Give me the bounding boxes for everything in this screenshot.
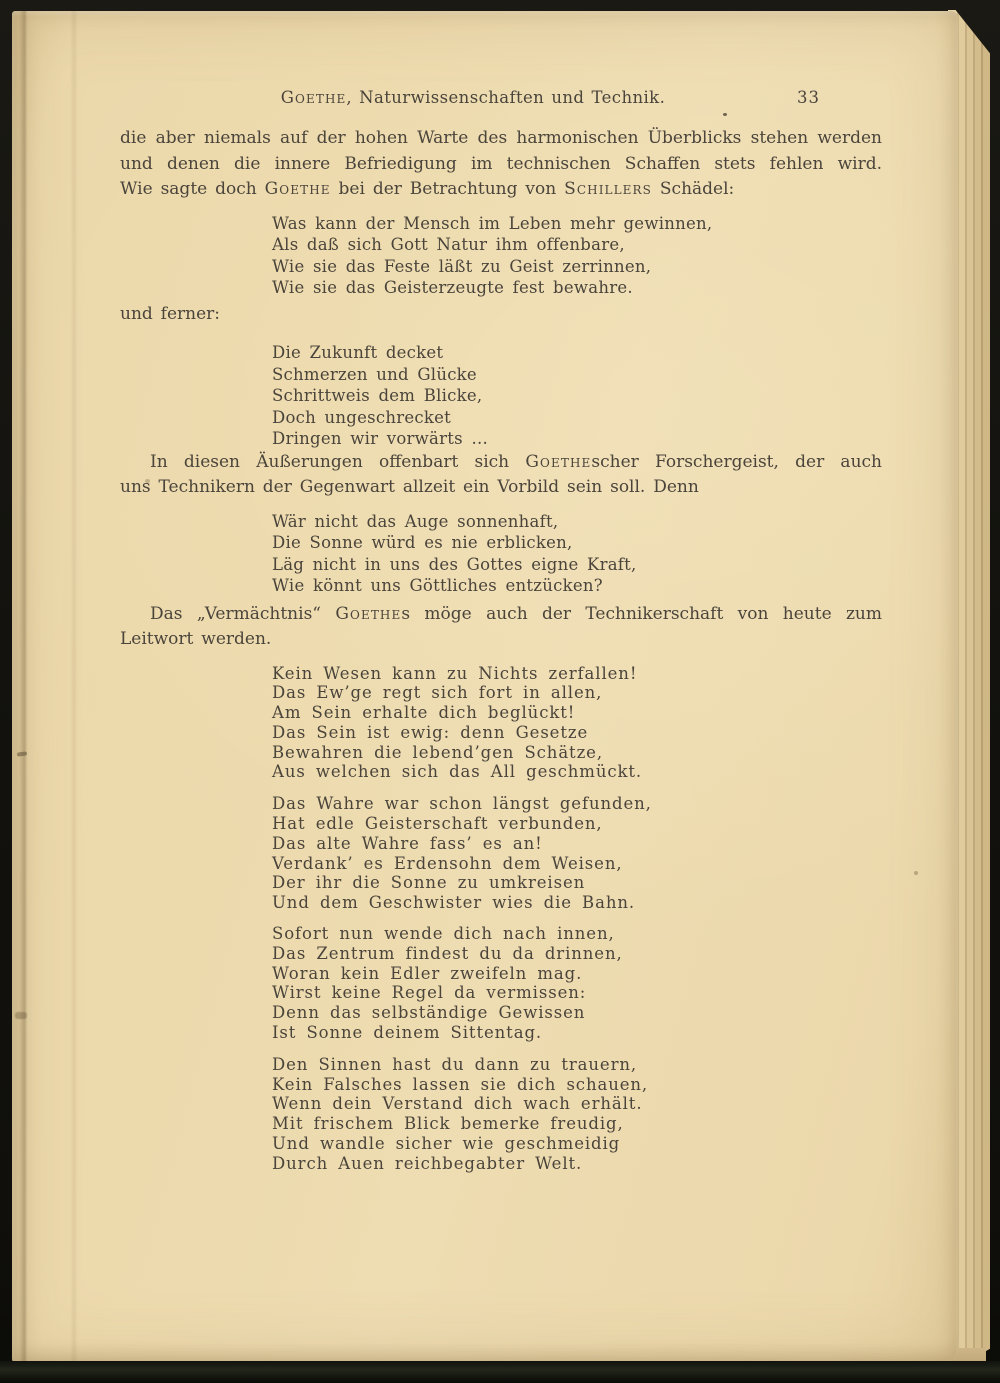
text-line: Wie sagte doch Goethe bei der Betrachtung von Schillers Schädel: <box>120 179 735 199</box>
paragraph <box>120 302 882 328</box>
small-caps-text: Schillers <box>564 179 652 199</box>
paper-speck <box>914 871 918 875</box>
verse-line: Denn das selbständige Gewissen <box>272 1003 586 1023</box>
verse-line: Verdank’ es Erdensohn dem Weisen, <box>272 853 623 873</box>
text-line: uns Technikern der Gegenwart allzeit ein Vorbild sein soll. Denn <box>120 477 699 497</box>
paragraph <box>120 450 882 501</box>
verse-line: Wirst keine Regel da vermissen: <box>272 983 587 1003</box>
text-blocks <box>120 126 882 1174</box>
verse-stanza <box>272 924 882 1043</box>
paper-speck <box>15 1012 27 1019</box>
verse-line: Mit frischem Blick bemerke freudig, <box>272 1114 624 1134</box>
verse-line: Das Ew’ge regt sich fort in allen, <box>272 683 603 703</box>
verse-line: Wenn dein Verstand dich wach erhält. <box>272 1094 643 1114</box>
paper-speck <box>17 751 27 756</box>
verse-stanza <box>272 511 882 597</box>
verse-stanza <box>272 794 882 913</box>
verse-line: Wie könnt uns Göttliches entzücken? <box>272 576 603 595</box>
verse-line: Bewahren die lebend’gen Schätze, <box>272 742 603 762</box>
verse-line: Hat edle Geisterschaft verbunden, <box>272 814 603 834</box>
paragraph <box>120 602 882 653</box>
verse-line: Doch ungeschrecket <box>272 407 451 427</box>
verse-line: Am Sein erhalte dich beglückt! <box>272 703 576 723</box>
verse-line: Läg nicht in uns des Gottes eigne Kraft, <box>272 554 637 574</box>
small-caps-text: Goethe <box>335 603 402 624</box>
verse-line: Das Sein ist ewig: denn Gesetze <box>272 722 589 742</box>
book-page <box>12 11 958 1363</box>
verse-line: Das alte Wahre fass’ es an! <box>272 833 543 853</box>
verse-line: Dringen wir vorwärts … <box>272 429 489 448</box>
verse-line: Wär nicht das Auge sonnenhaft, <box>272 511 559 531</box>
verse-line: Was kann der Mensch im Leben mehr gewinnen, <box>272 213 713 233</box>
text-line: In diesen Äußerungen offenbart sich Goethescher Forschergeist, der auch <box>150 451 882 472</box>
page-number: 33 <box>797 88 820 107</box>
verse-line: Und dem Geschwister wies die Bahn. <box>272 893 636 913</box>
verse-line: Und wandle sicher wie geschmeidig <box>272 1134 621 1154</box>
verse-line: Durch Auen reichbegabter Welt. <box>272 1153 583 1173</box>
page-content <box>120 11 882 1174</box>
small-caps-text: Goethe <box>525 451 592 472</box>
paper-crease <box>70 11 78 1363</box>
verse-stanza <box>272 1055 882 1174</box>
running-header-title: Goethe, Naturwissenschaften und Technik. <box>280 88 666 107</box>
verse-line: Die Sonne würd es nie erblicken, <box>272 533 573 552</box>
running-header <box>120 88 882 109</box>
verse-line: Wie sie das Geisterzeugte fest bewahre. <box>272 278 633 297</box>
text-line: und ferner: <box>120 303 221 324</box>
paragraph <box>120 126 882 203</box>
verse-stanza <box>272 342 882 450</box>
verse-stanza <box>272 664 882 783</box>
text-line: und denen die innere Befriedigung im technischen Schaffen stets fehlen wird. <box>120 153 882 174</box>
verse-line: Das Zentrum findest du da drinnen, <box>272 943 623 963</box>
small-caps-text: Goethe <box>264 179 331 199</box>
verse-line: Wie sie das Feste läßt zu Geist zerrinnen, <box>272 256 652 276</box>
verse-line: Die Zukunft decket <box>272 343 444 362</box>
photo-bottom-edge <box>0 1361 1000 1383</box>
verse-line: Woran kein Edler zweifeln mag. <box>272 963 583 983</box>
verse-line: Kein Falsches lassen sie dich schauen, <box>272 1074 649 1094</box>
verse-line: Den Sinnen hast du dann zu trauern, <box>272 1054 638 1074</box>
verse-line: Kein Wesen kann zu Nichts zerfallen! <box>272 663 638 683</box>
text-line: Leitwort werden. <box>120 629 272 649</box>
verse-line: Aus welchen sich das All geschmückt. <box>272 762 643 782</box>
text-line: Das „Vermächtnis“ Goethes möge auch der Technikerschaft von heute zum <box>150 603 883 624</box>
verse-line: Der ihr die Sonne zu umkreisen <box>272 873 586 893</box>
verse-line: Ist Sonne deinem Sittentag. <box>272 1023 543 1043</box>
verse-line: Schrittweis dem Blicke, <box>272 386 483 405</box>
verse-stanza <box>272 213 882 299</box>
verse-line: Sofort nun wende dich nach innen, <box>272 924 615 944</box>
verse-line: Das Wahre war schon längst gefunden, <box>272 794 652 814</box>
text-line: die aber niemals auf der hohen Warte des harmonischen Überblicks stehen werden <box>120 128 882 148</box>
binding-crease <box>19 11 33 1363</box>
small-caps-text: Goethe <box>280 88 347 107</box>
verse-line: Schmerzen und Glücke <box>272 364 477 384</box>
verse-line: Als daß sich Gott Natur ihm offenbare, <box>272 235 625 254</box>
